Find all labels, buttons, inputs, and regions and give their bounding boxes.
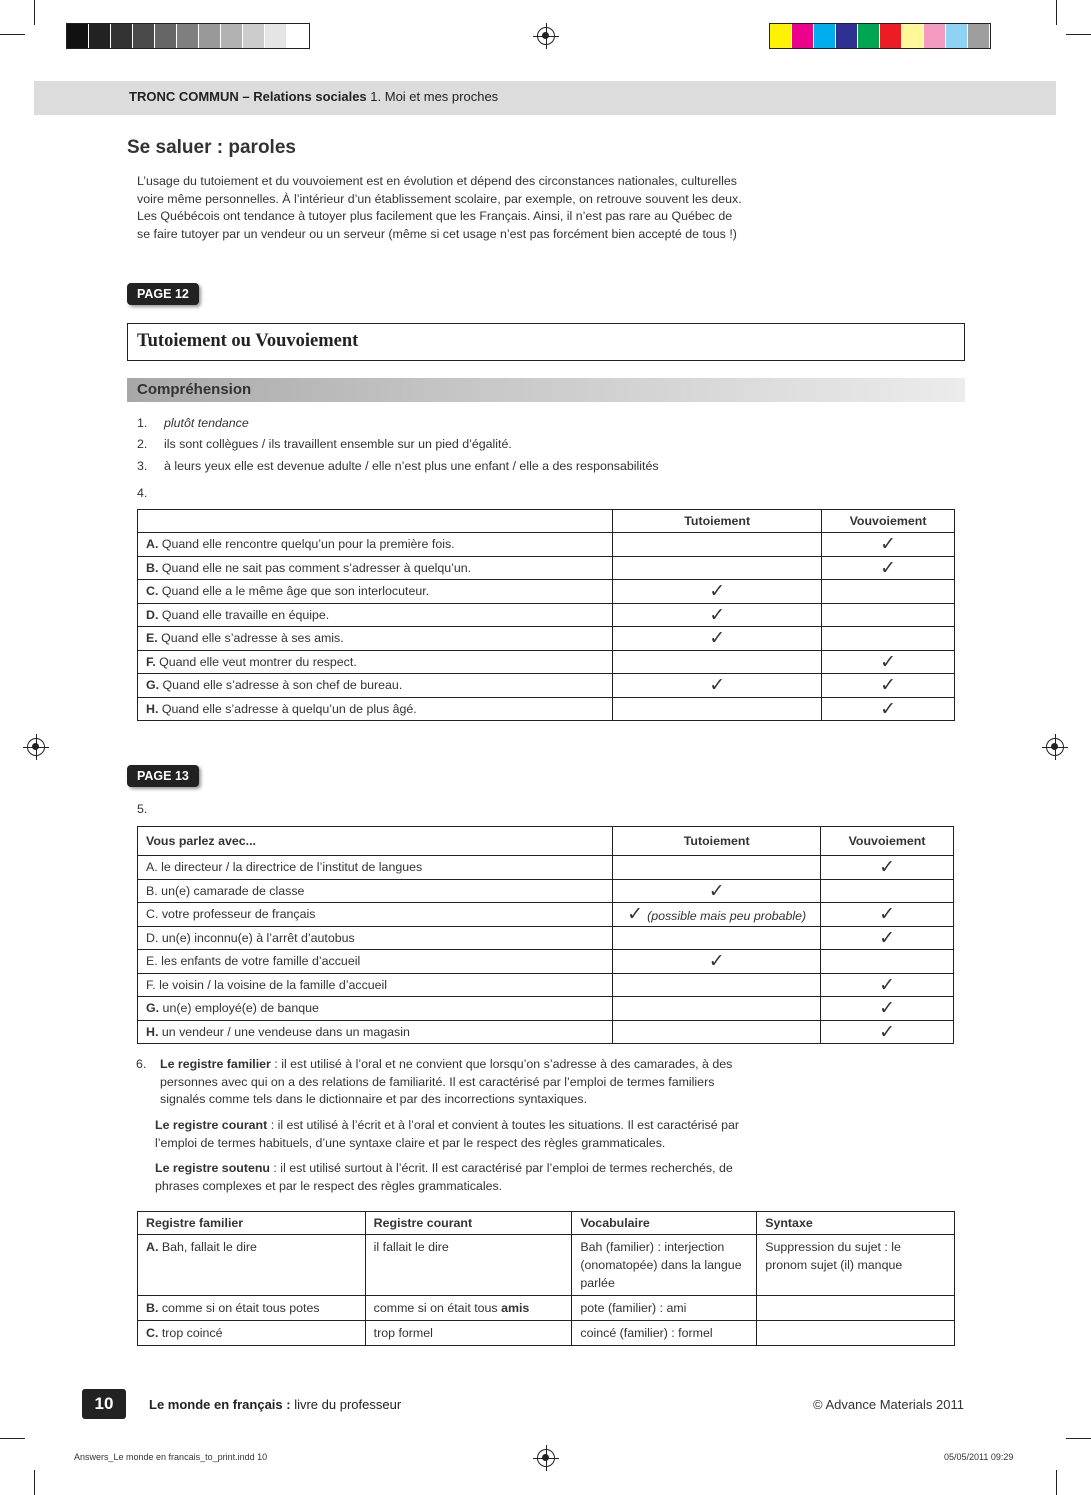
registre-familier-term: Le registre familier (160, 1057, 271, 1071)
row-letter: F. (146, 654, 156, 669)
vouvoiement-check: ✓ (821, 1020, 954, 1044)
color-swatch (155, 24, 177, 48)
row-letter: E. (146, 631, 158, 646)
row-label (138, 997, 613, 1021)
registre-familier-cell (138, 1321, 366, 1346)
table-header (138, 510, 613, 533)
registre-courant-line: l’emploi de termes habituels, d’une syntaxe claire et par le respect des règles grammaticales. (155, 1135, 666, 1150)
tutoiement-check: ✓ (627, 903, 644, 926)
vocabulaire-cell: coincé (familier) : formel (572, 1321, 757, 1346)
row-letter: C. (146, 907, 159, 922)
row-letter: D. (146, 607, 159, 622)
row-text: Quand elle s’adresse à son chef de bureau. (162, 678, 403, 693)
table-header: Vouvoiement (822, 510, 955, 533)
question-6-familier (136, 1056, 796, 1109)
row-text: Quand elle a le même âge que son interlocuteur. (161, 584, 430, 599)
registration-mark-icon (1046, 738, 1064, 756)
registration-mark-icon (537, 27, 555, 45)
row-text: un(e) camarade de classe (161, 883, 305, 898)
tutoiement-check (613, 556, 822, 580)
color-swatch (770, 24, 792, 48)
table-header: Vouvoiement (821, 827, 954, 856)
table-row (138, 533, 955, 557)
color-swatch (946, 24, 968, 48)
exercise-title: Tutoiement ou Vouvoiement (137, 331, 359, 351)
running-header (129, 89, 498, 104)
color-swatch (287, 24, 309, 48)
registre-soutenu-term: Le registre soutenu (155, 1161, 270, 1175)
page-12-label: PAGE 12 (127, 283, 199, 305)
table-6 (137, 1211, 955, 1346)
table-row (138, 926, 954, 950)
row-text: un(e) employé(e) de banque (162, 1001, 319, 1016)
vouvoiement-check: ✓ (822, 556, 955, 580)
color-swatch (221, 24, 243, 48)
page-13-label: PAGE 13 (127, 765, 199, 787)
tutoiement-cell (613, 856, 821, 880)
page-number: 10 (82, 1389, 126, 1419)
row-label (138, 533, 613, 557)
color-swatch (111, 24, 133, 48)
table-row (138, 556, 955, 580)
section-title: Se saluer : paroles (127, 137, 296, 158)
crop-mark (34, 1470, 35, 1495)
vouvoiement-check: ✓ (821, 856, 954, 880)
tutoiement-check (613, 650, 822, 674)
syntaxe-cell (757, 1321, 955, 1346)
table-row (138, 697, 955, 721)
row-label (138, 650, 613, 674)
vouvoiement-check: ✓ (822, 650, 955, 674)
question-6-soutenu (155, 1160, 795, 1195)
row-text: votre professeur de français (161, 907, 316, 922)
registration-mark-icon (537, 1449, 555, 1467)
question-6-courant (155, 1117, 795, 1152)
row-label (138, 556, 613, 580)
registre-soutenu-text: : il est utilisé surtout à l’écrit. Il est caractérisé par l’emploi de termes recherchés, de (269, 1161, 733, 1175)
row-text: trop coincé (161, 1326, 223, 1340)
registre-courant-cell (365, 1296, 572, 1321)
tutoiement-cell (613, 903, 821, 927)
tutoiement-cell (613, 926, 821, 950)
crop-mark (1056, 0, 1057, 25)
row-label (138, 697, 613, 721)
registre-courant-text: : il est utilisé à l’écrit et à l’oral et convient à toutes les situations. Il est caractérisé par (267, 1118, 739, 1132)
row-label (138, 1020, 613, 1044)
slug-date: 05/05/2011 09:29 (944, 1452, 1014, 1462)
table-row (138, 603, 955, 627)
comprehension-band (127, 378, 965, 402)
row-text: Quand elle s’adresse à quelqu’un de plus âgé. (161, 701, 417, 716)
intro-line: Les Québécois ont tendance à tutoyer plus facilement que les Français. Ainsi, il n’est pas rare au Québec de (137, 209, 733, 223)
table-row (138, 950, 954, 974)
registre-courant-text: il fallait le dire (373, 1240, 449, 1254)
row-text: le directeur / la directrice de l’institut de langues (161, 860, 423, 875)
table-row (138, 650, 955, 674)
table-header: Tutoiement (613, 510, 822, 533)
crop-mark (0, 1438, 25, 1439)
registre-familier-line: signalés comme tels dans le dictionnaire et par des incorrections syntaxiques. (160, 1092, 588, 1106)
color-swatch (858, 24, 880, 48)
color-swatch (880, 24, 902, 48)
row-letter: G. (146, 678, 160, 693)
color-bar (769, 23, 991, 49)
color-swatch (243, 24, 265, 48)
row-text: les enfants de votre famille d’accueil (161, 954, 361, 969)
color-swatch (902, 24, 924, 48)
table-row (138, 997, 954, 1021)
color-swatch (968, 24, 990, 48)
grey-color-bar (66, 23, 310, 49)
crop-mark (0, 34, 25, 35)
table-header: Vocabulaire (572, 1212, 757, 1235)
registre-familier-line: personnes avec qui on a des relations de familiarité. Il est caractérisé par l’emploi de termes familiers (160, 1074, 715, 1089)
tutoiement-check: ✓ (613, 580, 822, 604)
row-letter: H. (146, 1024, 159, 1039)
row-text: comme si on était tous potes (161, 1301, 320, 1315)
row-letter: G. (146, 1001, 160, 1016)
answer-number: 1. (137, 416, 148, 430)
vouvoiement-check (822, 580, 955, 604)
row-letter: A. (146, 537, 159, 552)
row-letter: E. (146, 954, 158, 969)
tutoiement-cell (613, 973, 821, 997)
table-row (138, 1235, 955, 1296)
row-label (138, 603, 613, 627)
vouvoiement-check (821, 950, 954, 974)
registre-courant-bold: amis (501, 1301, 530, 1315)
comprehension-title: Compréhension (137, 381, 252, 398)
color-swatch (836, 24, 858, 48)
table-row (138, 1020, 954, 1044)
vouvoiement-check: ✓ (821, 997, 954, 1021)
tutoiement-check: ✓ (708, 879, 725, 902)
vouvoiement-check: ✓ (821, 926, 954, 950)
crop-mark (1066, 1438, 1091, 1439)
vouvoiement-check: ✓ (821, 903, 954, 927)
table-header: Tutoiement (613, 827, 821, 856)
tutoiement-cell (613, 950, 821, 974)
intro-line: voire même personnelles. À l’intérieur d’un établissement scolaire, par exemple, on retrouve souvent les deux. (137, 191, 742, 206)
tutoiement-cell (613, 997, 821, 1021)
tutoiement-check (613, 697, 822, 721)
tutoiement-note: (possible mais peu probable) (647, 909, 807, 924)
row-label (138, 856, 613, 880)
row-text: Quand elle travaille en équipe. (161, 607, 330, 622)
question-5-number: 5. (137, 802, 148, 816)
vocabulaire-cell: pote (familier) : ami (572, 1296, 757, 1321)
syntaxe-cell (757, 1296, 955, 1321)
row-text: le voisin / la voisine de la famille d’accueil (159, 977, 388, 992)
tutoiement-check: ✓ (613, 603, 822, 627)
slug-file: Answers_Le monde en francais_to_print.indd 10 (74, 1452, 268, 1462)
answer-text: ils sont collègues / ils travaillent ensemble sur un pied d’égalité. (164, 437, 512, 451)
vouvoiement-check: ✓ (821, 973, 954, 997)
registre-courant-text: comme si on était tous (373, 1301, 502, 1315)
row-text: Quand elle veut montrer du respect. (159, 654, 357, 669)
row-letter: B. (146, 560, 159, 575)
row-label (138, 627, 613, 651)
registre-familier-cell (138, 1296, 366, 1321)
table-row (138, 903, 954, 927)
intro-line: L’usage du tutoiement et du vouvoiement est en évolution et dépend des circonstances nationales, culturelles (137, 174, 737, 188)
color-swatch (177, 24, 199, 48)
tutoiement-cell (613, 1020, 821, 1044)
registre-courant-term: Le registre courant (155, 1118, 268, 1132)
color-swatch (199, 24, 221, 48)
table-row (138, 973, 954, 997)
table-row (138, 879, 954, 903)
intro-paragraph (137, 173, 797, 243)
table-header: Vous parlez avec... (138, 827, 613, 856)
table-row (138, 1321, 955, 1346)
vouvoiement-check: ✓ (822, 674, 955, 698)
row-letter: C. (146, 584, 159, 599)
color-swatch (814, 24, 836, 48)
tutoiement-cell (613, 879, 821, 903)
row-letter: B. (146, 1301, 159, 1315)
table-header: Registre courant (365, 1212, 572, 1235)
table-row (138, 856, 954, 880)
row-letter: A. (146, 860, 158, 875)
vouvoiement-check (822, 627, 955, 651)
registre-courant-cell (365, 1235, 572, 1296)
table-row (138, 674, 955, 698)
row-label (138, 903, 613, 927)
vouvoiement-check (822, 603, 955, 627)
question-4-number: 4. (137, 486, 148, 500)
row-label (138, 879, 613, 903)
copyright: © Advance Materials 2011 (813, 1397, 964, 1412)
table-row (138, 1296, 955, 1321)
row-letter: C. (146, 1326, 159, 1340)
crop-mark (1066, 34, 1091, 35)
intro-line: se faire tutoyer par un vendeur ou un serveur (même si cet usage n’est pas forcément bien accepté de tous !) (137, 226, 737, 241)
row-letter: B. (146, 883, 158, 898)
crop-mark (1056, 1470, 1057, 1495)
vouvoiement-check (821, 879, 954, 903)
answer-text: à leurs yeux elle est devenue adulte / elle n’est plus une enfant / elle a des responsabilités (164, 459, 659, 473)
row-letter: H. (146, 701, 159, 716)
book-title-rest: livre du professeur (290, 1397, 402, 1412)
row-label (138, 973, 613, 997)
row-label (138, 950, 613, 974)
table-4 (137, 509, 955, 721)
table-row (138, 580, 955, 604)
row-letter: D. (146, 930, 159, 945)
answer-number: 2. (137, 437, 148, 451)
row-label (138, 674, 613, 698)
vouvoiement-check: ✓ (822, 533, 955, 557)
vouvoiement-check: ✓ (822, 697, 955, 721)
registre-courant-text: trop formel (373, 1326, 433, 1340)
table-header: Syntaxe (757, 1212, 955, 1235)
crop-mark (34, 0, 35, 25)
header-chapter: 1. Moi et mes proches (370, 89, 499, 104)
row-letter: A. (146, 1240, 159, 1254)
table-row (138, 627, 955, 651)
book-title-bold: Le monde en français : (149, 1397, 291, 1412)
table-header: Registre familier (138, 1212, 366, 1235)
row-text: un vendeur / une vendeuse dans un magasin (161, 1024, 410, 1039)
tutoiement-check: ✓ (613, 627, 822, 651)
answer-text: plutôt tendance (164, 416, 249, 430)
row-text: Quand elle rencontre quelqu’un pour la première fois. (161, 537, 455, 552)
row-text: Quand elle ne sait pas comment s’adresser à quelqu’un. (161, 560, 472, 575)
registre-familier-text: : il est utilisé à l’oral et ne convient que lorsqu’on s’adresse à des camarades, à des (270, 1057, 733, 1071)
exercise-title-box (127, 323, 965, 361)
registre-familier-cell (138, 1235, 366, 1296)
color-swatch (924, 24, 946, 48)
tutoiement-check: ✓ (613, 674, 822, 698)
question-6-number: 6. (136, 1057, 147, 1071)
tutoiement-check: ✓ (708, 950, 725, 973)
answer-number: 3. (137, 459, 148, 473)
color-swatch (67, 24, 89, 48)
header-section: TRONC COMMUN – Relations sociales (129, 89, 367, 104)
row-label (138, 580, 613, 604)
syntaxe-cell: Suppression du sujet : le pronom sujet (il) manque (757, 1235, 955, 1296)
book-title (149, 1397, 401, 1412)
row-text: Quand elle s’adresse à ses amis. (161, 631, 344, 646)
tutoiement-check (613, 533, 822, 557)
registre-courant-cell (365, 1321, 572, 1346)
registration-mark-icon (27, 738, 45, 756)
row-text: Bah, fallait le dire (161, 1240, 257, 1254)
row-label (138, 926, 613, 950)
row-letter: F. (146, 977, 156, 992)
color-swatch (792, 24, 814, 48)
registre-soutenu-line: phrases complexes et par le respect des règles grammaticales. (155, 1178, 503, 1193)
color-swatch (265, 24, 287, 48)
row-text: un(e) inconnu(e) à l’arrêt d’autobus (161, 930, 355, 945)
vocabulaire-cell: Bah (familier) : interjection (onomatopée) dans la langue parlée (572, 1235, 757, 1296)
color-swatch (89, 24, 111, 48)
table-5 (137, 826, 954, 1044)
color-swatch (133, 24, 155, 48)
